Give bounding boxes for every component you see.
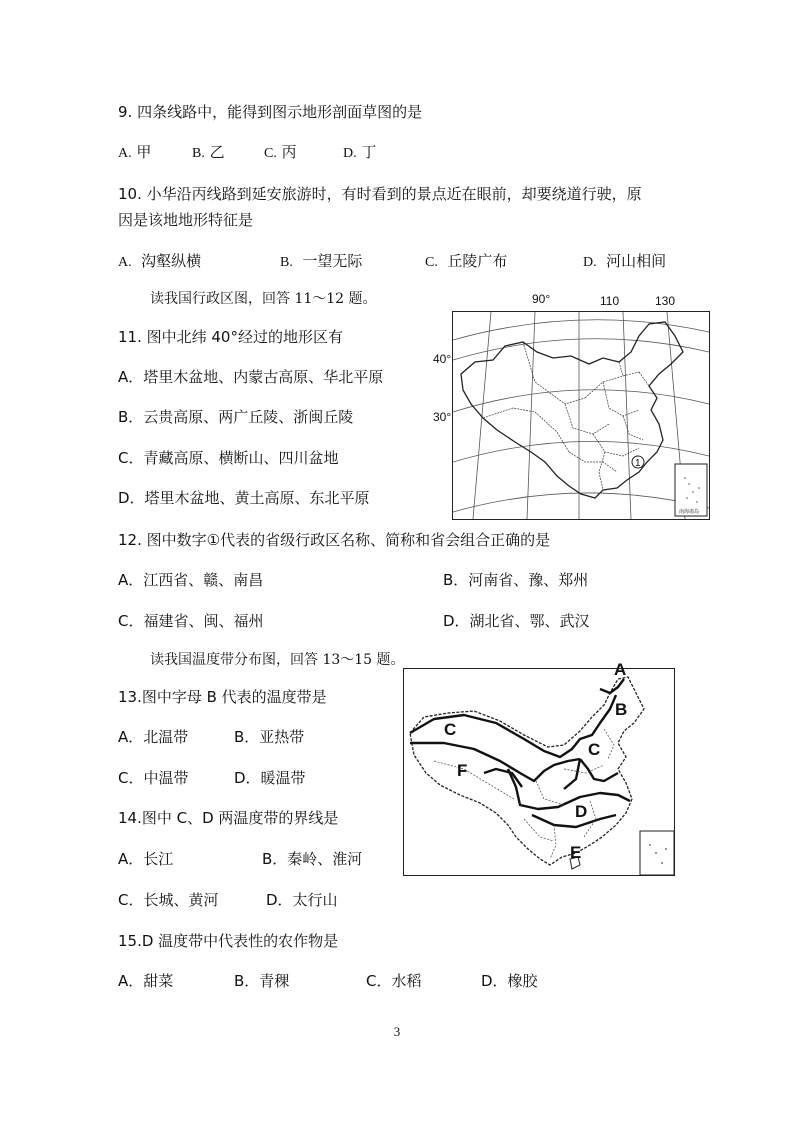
q13-option-c: C．中温带 xyxy=(118,769,189,787)
q11-option-b: B．云贵高原、两广丘陵、浙闽丘陵 xyxy=(118,408,354,426)
zone-label-c-west: C xyxy=(444,720,457,739)
q14-option-b: B．秦岭、淮河 xyxy=(262,850,363,868)
q10-option-d: D. 河山相间 xyxy=(583,252,667,270)
q12-stem: 12. 图中数字①代表的省级行政区名称、简称和省会组合正确的是 xyxy=(118,531,551,549)
q9-option-a: A. 甲 xyxy=(118,143,152,161)
q14-option-d: D．太行山 xyxy=(266,891,338,909)
q14-option-a: A．长江 xyxy=(118,850,174,868)
q13-option-d: D．暖温带 xyxy=(234,769,306,787)
zone-label-e: E xyxy=(570,843,582,862)
reading-prompt-temperature-map: 读我国温度带分布图，回答 13～15 题。 xyxy=(150,652,405,668)
latitude-label-30: 30° xyxy=(433,410,452,424)
south-china-sea-inset xyxy=(640,831,674,875)
q10-option-c: C. 丘陵广布 xyxy=(425,252,508,270)
q15-option-a: A．甜菜 xyxy=(118,972,174,990)
q11-option-c: C．青藏高原、横断山、四川盆地 xyxy=(118,449,339,467)
temperature-zone-map-drawing xyxy=(404,669,674,875)
china-administrative-map xyxy=(452,311,710,520)
china-outline-dashed xyxy=(410,677,644,865)
q14-stem: 14.图中 C、D 两温度带的界线是 xyxy=(118,809,339,827)
zone-label-f: F xyxy=(457,761,468,780)
q15-stem: 15.D 温度带中代表性的农作物是 xyxy=(118,932,339,950)
q9-stem: 9. 四条线路中，能得到图示地形剖面草图的是 xyxy=(118,103,423,121)
zone-label-d: D xyxy=(575,802,588,821)
province-marker-number: 1 xyxy=(635,458,641,469)
q15-option-d: D．橡胶 xyxy=(481,972,538,990)
q9-option-b: B. 乙 xyxy=(192,143,225,161)
q15-option-b: B．青稞 xyxy=(234,972,290,990)
q10-stem-line2: 因是该地地形特征是 xyxy=(118,211,254,229)
latitude-label-40: 40° xyxy=(433,352,452,366)
q13-option-a: A．北温带 xyxy=(118,728,189,746)
q11-stem: 11. 图中北纬 40°经过的地形区有 xyxy=(118,328,343,346)
china-outline xyxy=(461,322,683,498)
q13-option-b: B．亚热带 xyxy=(234,728,305,746)
q10-option-a: A. 沟壑纵横 xyxy=(118,252,202,270)
inset-caption: 南海诸岛 xyxy=(679,509,700,515)
longitude-label-130: 130 xyxy=(655,294,676,308)
temperature-zone-map xyxy=(403,668,675,876)
q11-option-a: A．塔里木盆地、内蒙古高原、华北平原 xyxy=(118,368,384,386)
q12-option-a: A．江西省、赣、南昌 xyxy=(118,571,264,589)
page-number: 3 xyxy=(393,1024,401,1039)
q9-option-c: C. 丙 xyxy=(264,143,297,161)
q12-option-b: B．河南省、豫、郑州 xyxy=(443,571,589,589)
longitude-label-90: 90° xyxy=(532,292,551,306)
q14-option-c: C．长城、黄河 xyxy=(118,891,219,909)
q13-stem: 13.图中字母 B 代表的温度带是 xyxy=(118,688,327,706)
zone-label-b: B xyxy=(615,700,628,719)
longitude-label-110: 110 xyxy=(600,294,620,308)
reading-prompt-admin-map: 读我国行政区图，回答 11～12 题。 xyxy=(150,291,377,307)
q12-option-c: C．福建省、闽、福州 xyxy=(118,612,264,630)
q12-option-d: D．湖北省、鄂、武汉 xyxy=(443,612,590,630)
zone-label-a: A xyxy=(614,660,627,679)
q15-option-c: C．水稻 xyxy=(366,972,422,990)
administrative-map-drawing xyxy=(453,312,709,519)
q9-option-d: D. 丁 xyxy=(343,143,377,161)
q10-option-b: B. 一望无际 xyxy=(280,252,363,270)
q10-stem-line1: 10. 小华沿丙线路到延安旅游时，有时看到的景点近在眼前，却要绕道行驶，原 xyxy=(118,185,642,203)
q11-option-d: D．塔里木盆地、黄土高原、东北平原 xyxy=(118,489,370,507)
zone-label-c-east: C xyxy=(588,740,601,759)
